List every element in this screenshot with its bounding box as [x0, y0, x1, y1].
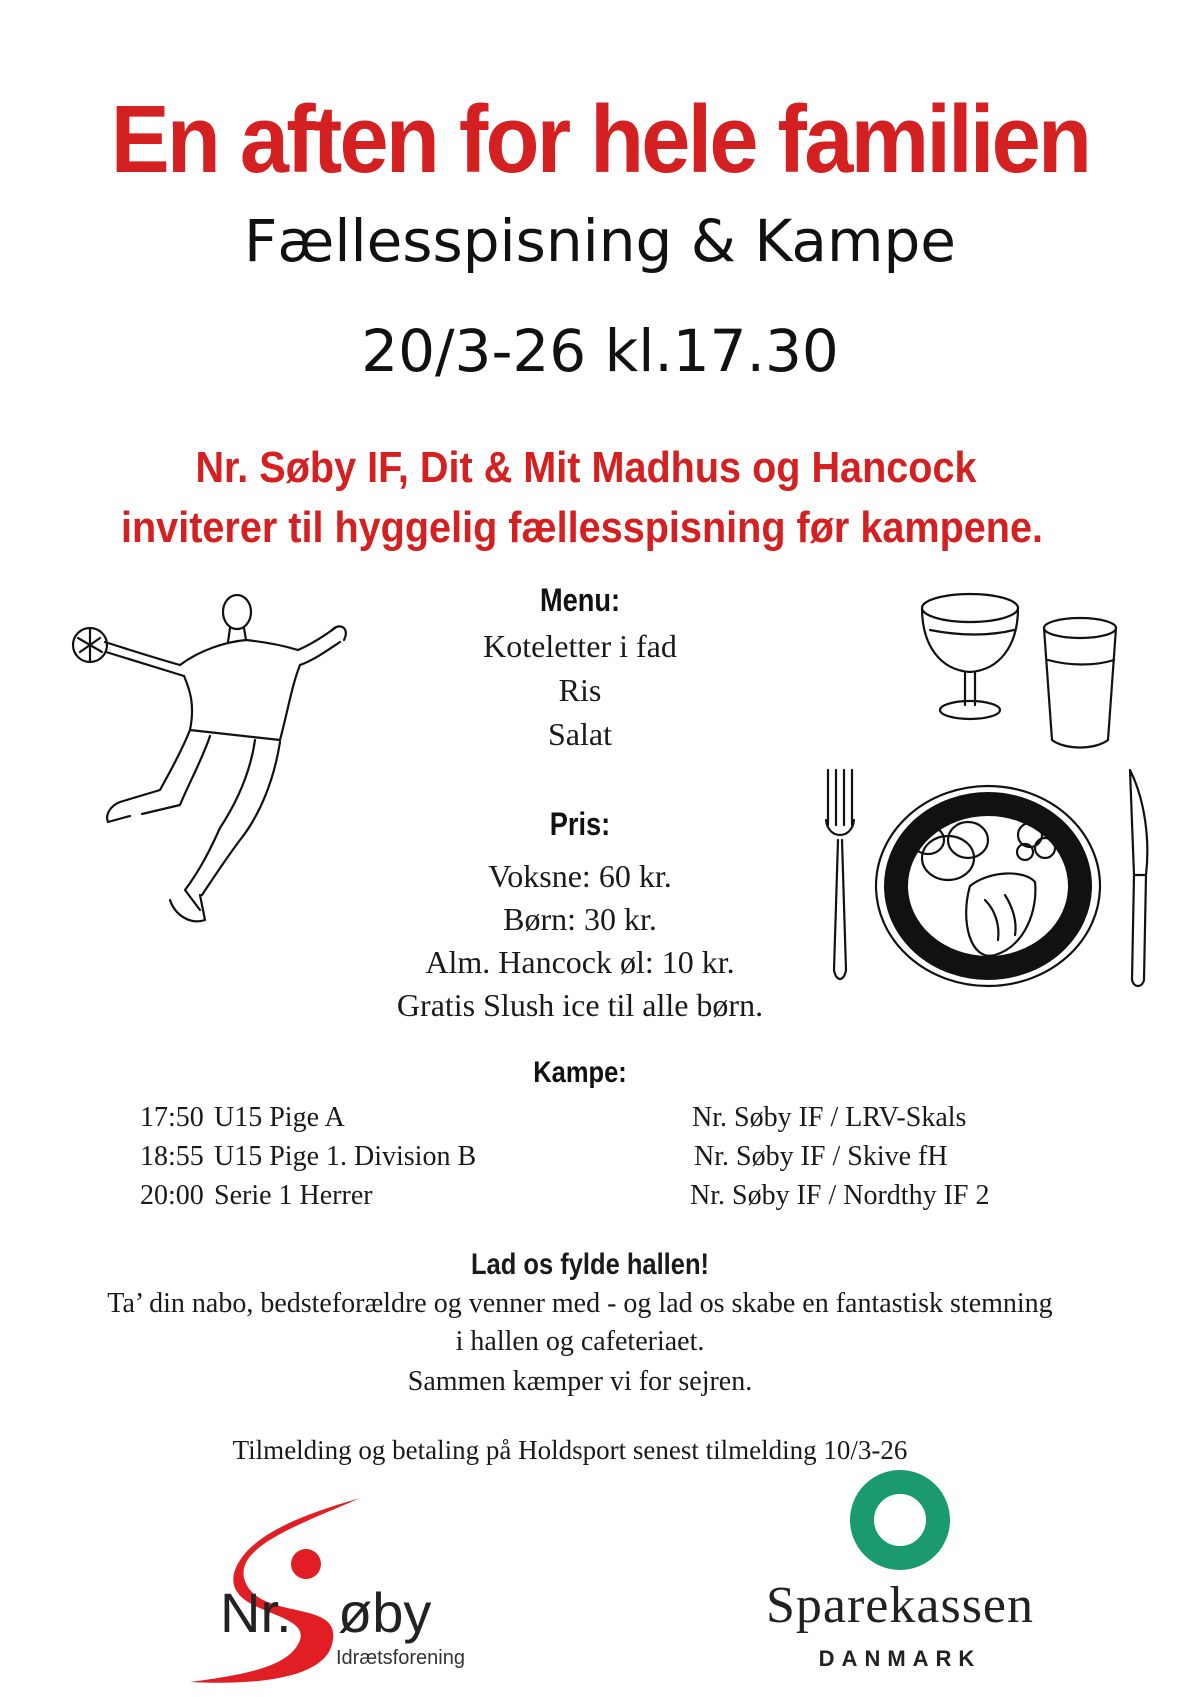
menu-item: Koteletter i fad	[483, 628, 677, 664]
matches-heading: Kampe:	[533, 1056, 627, 1089]
invite-line-2: inviterer til hyggelig fællesspisning før kampene.	[120, 503, 1044, 552]
cutlet-icon	[966, 873, 1035, 955]
price-heading: Pris:	[549, 806, 611, 842]
bank-ring-icon	[848, 1468, 952, 1572]
water-glass-icon	[1044, 618, 1116, 638]
match-teams: Nr. Søby IF / LRV-Skals	[692, 1102, 967, 1133]
page-subtitle: Fællesspisning & Kampe	[244, 207, 956, 275]
bank-subtitle: DANMARK	[818, 1646, 982, 1671]
match-name: U15 Pige A	[214, 1102, 345, 1133]
match-name: Serie 1 Herrer	[214, 1180, 373, 1211]
price-item: Voksne: 60 kr.	[488, 858, 672, 894]
signup-info: Tilmelding og betaling på Holdsport senest tilmelding 10/3-26	[232, 1435, 908, 1465]
footer-line: Sammen kæmper vi for sejren.	[407, 1366, 753, 1397]
match-teams: Nr. Søby IF / Skive fH	[694, 1141, 948, 1172]
club-name-part2: øby	[338, 1581, 432, 1644]
knife-icon	[1130, 770, 1147, 986]
menu-heading: Menu:	[539, 582, 621, 618]
price-item: Alm. Hancock øl: 10 kr.	[425, 944, 735, 980]
club-subtitle: Idrætsforening	[336, 1647, 465, 1669]
place-setting-illustration	[820, 590, 1170, 1010]
footer-line: i hallen og cafeteriaet.	[455, 1326, 705, 1357]
price-item: Børn: 30 kr.	[503, 901, 657, 937]
bank-logo	[730, 1468, 1070, 1688]
footer-heading: Lad os fylde hallen!	[470, 1248, 710, 1281]
club-logo	[180, 1490, 500, 1690]
wine-glass-icon	[922, 594, 1018, 622]
invite-line-1: Nr. Søby IF, Dit & Mit Madhus og Hancock	[195, 443, 977, 492]
match-time: 17:50	[140, 1102, 204, 1133]
price-item: Gratis Slush ice til alle børn.	[396, 987, 764, 1023]
match-time: 18:55	[140, 1141, 204, 1172]
match-name: U15 Pige 1. Division B	[214, 1141, 477, 1172]
page-title: En aften for hele familien	[110, 86, 1090, 193]
menu-item: Ris	[558, 672, 602, 708]
fork-icon	[826, 770, 854, 979]
match-teams: Nr. Søby IF / Nordthy IF 2	[690, 1180, 990, 1211]
menu-item: Salat	[548, 716, 612, 752]
footer-line: Ta’ din nabo, bedsteforældre og venner med - og lad os skabe en fantastisk stemning	[107, 1288, 1053, 1319]
event-date: 20/3-26 kl.17.30	[361, 317, 839, 385]
club-name-part1: Nr.	[220, 1581, 292, 1644]
match-time: 20:00	[140, 1180, 204, 1211]
handball-player-illustration	[50, 590, 350, 940]
bank-name: Sparekassen	[765, 1577, 1035, 1634]
